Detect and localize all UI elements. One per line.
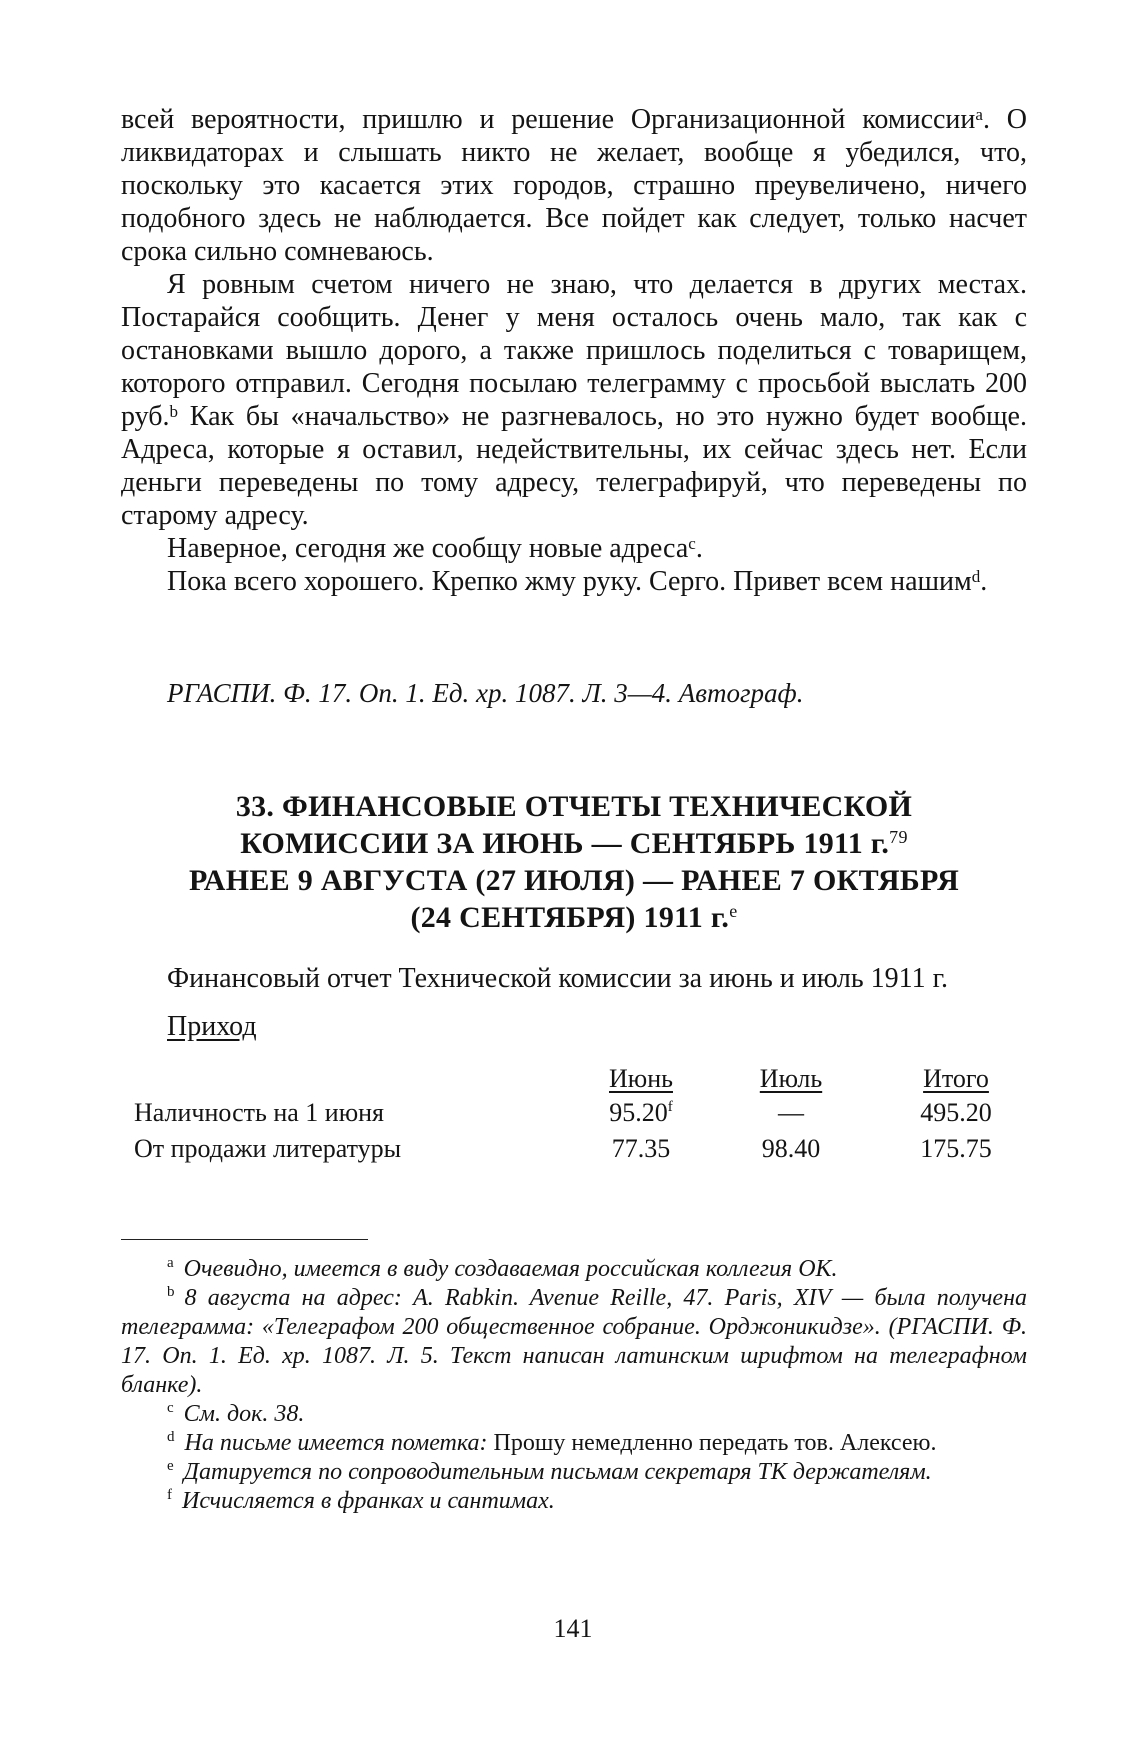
paragraph-3-text: Наверное, сегодня же сообщу новые адреса xyxy=(167,533,689,564)
footnote-d xyxy=(121,1429,1027,1458)
heading-line-2 xyxy=(121,825,1027,862)
income-label: Приход xyxy=(167,1011,257,1042)
footnote-mark: c xyxy=(167,1400,174,1416)
cell-july: 98.40 xyxy=(761,1134,821,1163)
footnote-text: 8 августа на адрес: A. Rabkin. Avenue Reille, 47. Paris, XIV — была получена телеграмма: «Телеграфом 200 общественное собрание. Орджоникидзе». (РГАСПИ. Ф. 17. Оп. 1. Ед. хр. 1087. Л. 5. Текст написан латинским шрифтом на телеграфном бланке). xyxy=(121,1285,1027,1398)
paragraph-4 xyxy=(121,565,1027,598)
heading-line-4-text: (24 СЕНТЯБРЯ) 1911 г. xyxy=(410,901,730,934)
footnote-ref-e[interactable]: e xyxy=(729,901,738,921)
paragraph-4-rest: . xyxy=(980,566,988,597)
footnote-divider xyxy=(121,1239,368,1240)
footnote-f xyxy=(121,1487,1027,1516)
cell-total: 495.20 xyxy=(920,1098,992,1127)
table-row xyxy=(121,1098,1027,1132)
cell-total: 175.75 xyxy=(920,1134,992,1163)
report-title: Финансовый отчет Технической комиссии за июнь и июль 1911 г. xyxy=(167,963,948,994)
footnote-a xyxy=(121,1255,1027,1284)
footnote-mark: a xyxy=(167,1255,174,1271)
paragraph-2 xyxy=(121,268,1027,532)
endnote-ref-79[interactable]: 79 xyxy=(889,827,908,847)
row-label: От продажи литературы xyxy=(134,1134,402,1163)
paragraph-2-text: Я ровным счетом ничего не знаю, что делается в других местах. Постарайся сообщить. Денег у меня осталось очень мало, так как с остановками вышло дорого, а также пришлось поделиться с товарищем, которого отправил. Сегодня посылаю телеграмму с просьбой выслать 200 руб. xyxy=(121,269,1027,432)
footnote-ref-b[interactable]: b xyxy=(169,402,179,421)
footnote-mark: e xyxy=(167,1458,174,1474)
footnote-mark: b xyxy=(167,1284,175,1300)
footnote-text: Исчисляется в франках и сантимах. xyxy=(182,1488,555,1514)
table-header-row xyxy=(121,1064,1027,1098)
footnote-text: На письме имеется пометка: xyxy=(184,1430,488,1456)
cell-june xyxy=(576,1098,706,1128)
footnote-mark: f xyxy=(167,1487,172,1503)
footnote-e xyxy=(121,1458,1027,1487)
footnote-ref-f[interactable]: f xyxy=(667,1099,673,1115)
footnote-c xyxy=(121,1400,1027,1429)
footnote-b xyxy=(121,1284,1027,1400)
footnote-ref-c[interactable]: c xyxy=(688,534,696,553)
paragraph-4-text: Пока всего хорошего. Крепко жму руку. Серго. Привет всем нашим xyxy=(167,566,972,597)
footnote-text: См. док. 38. xyxy=(183,1401,305,1427)
paragraph-3 xyxy=(121,532,1027,565)
cell-june-value: 95.20 xyxy=(609,1098,668,1127)
heading-line-1: 33. ФИНАНСОВЫЕ ОТЧЕТЫ ТЕХНИЧЕСКОЙ xyxy=(235,790,913,823)
paragraph-2-rest: Как бы «начальство» не разгневалось, но это нужно будет вообще. Адреса, которые я оставил, недействительны, их сейчас здесь нет. Если деньги переведены по тому адресу, телеграфируй, что переведены по старому адресу. xyxy=(121,401,1027,531)
table-row xyxy=(121,1134,1027,1168)
paragraph-1-rest: . О ликвидаторах и слышать никто не желает, вообще я убедился, что, поскольку это касается этих городов, страшно преувеличено, ничего подобного здесь не наблюдается. Все пойдет как следует, только насчет срока сильно сомневаюсь. xyxy=(121,104,1027,267)
paragraph-1 xyxy=(121,103,1027,268)
page-number: 141 xyxy=(553,1614,593,1643)
footnote-ref-a[interactable]: a xyxy=(975,105,983,124)
cell-june: 77.35 xyxy=(611,1134,671,1163)
heading-line-4 xyxy=(121,899,1027,936)
heading-line-3: РАНЕЕ 9 АВГУСТА (27 ИЮЛЯ) — РАНЕЕ 7 ОКТЯБРЯ xyxy=(188,864,960,897)
column-header-june: Июнь xyxy=(609,1064,673,1093)
footnote-ref-d[interactable]: d xyxy=(971,567,981,586)
footnote-mark: d xyxy=(167,1429,175,1445)
column-header-july: Июль xyxy=(759,1064,823,1093)
archive-source: РГАСПИ. Ф. 17. Оп. 1. Ед. хр. 1087. Л. 3—4. Автограф. xyxy=(167,678,804,708)
footnote-quoted-text: Прошу немедленно передать тов. Алексею. xyxy=(487,1430,937,1456)
paragraph-3-rest: . xyxy=(695,533,703,564)
document-heading xyxy=(121,788,1027,936)
footnote-text: Датируется по сопроводительным письмам секретаря ТК держателям. xyxy=(183,1459,932,1485)
footnote-text: Очевидно, имеется в виду создаваемая российская коллегия ОК. xyxy=(183,1256,838,1282)
column-header-total: Итого xyxy=(923,1064,989,1093)
row-label: Наличность на 1 июня xyxy=(134,1098,384,1127)
cell-july: — xyxy=(778,1098,804,1127)
heading-line-2-text: КОМИССИИ ЗА ИЮНЬ — СЕНТЯБРЬ 1911 г. xyxy=(240,827,890,860)
paragraph-1-text: всей вероятности, пришлю и решение Организационной комиссии xyxy=(121,104,976,135)
letter-continuation xyxy=(121,103,1027,598)
footnotes xyxy=(121,1255,1027,1516)
